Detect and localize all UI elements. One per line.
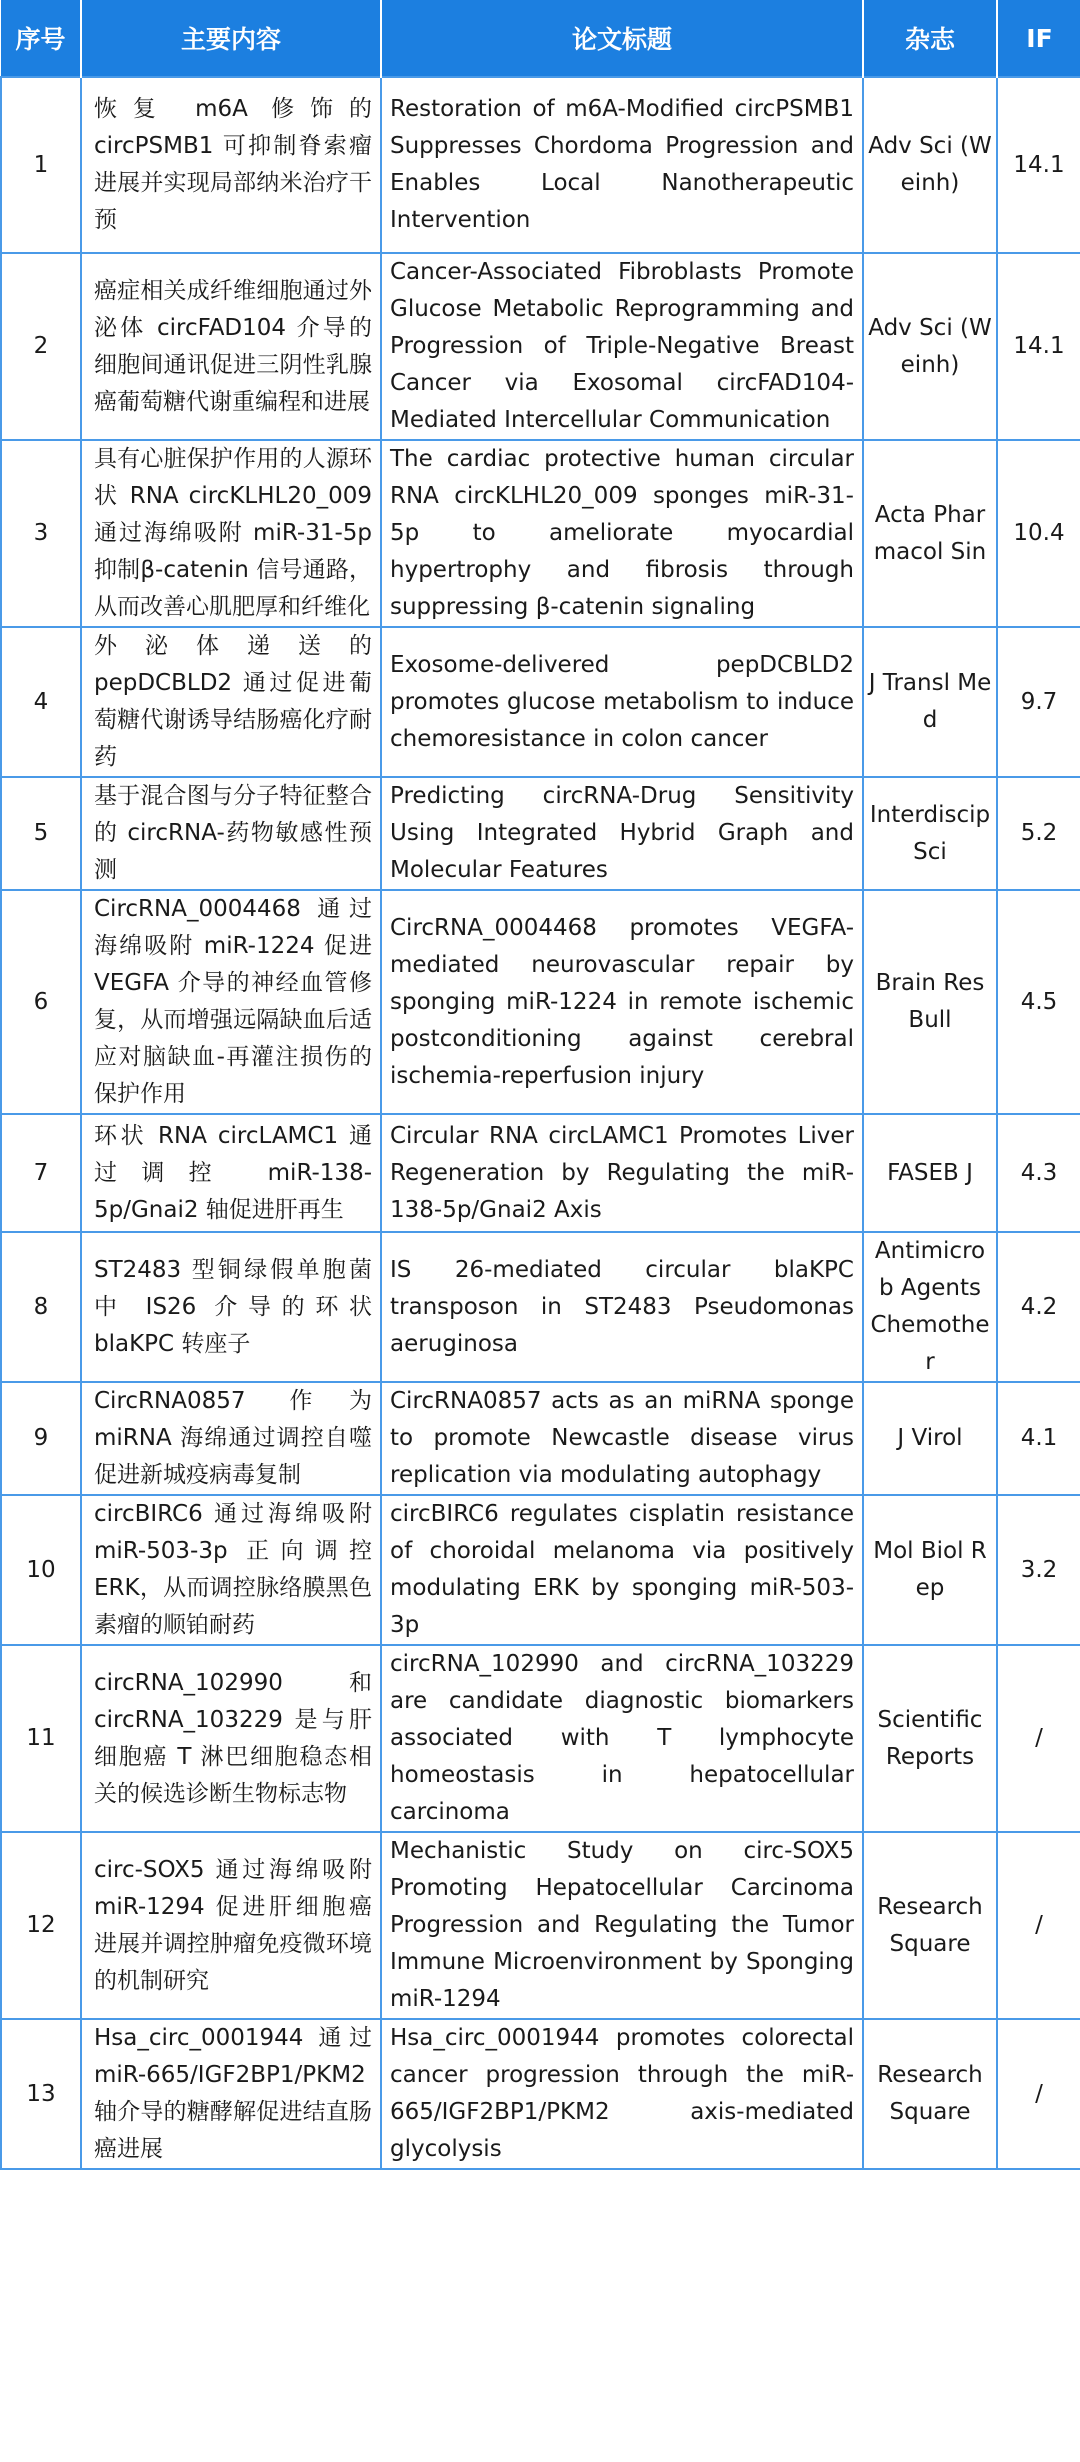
- table-row: [1, 1645, 1080, 1832]
- main-content-cell: 环状 RNA circLAMC1 通过调控 miR-138-5p/Gnai2 轴促进肝再生: [81, 1114, 381, 1232]
- row-number: 9: [1, 1382, 81, 1495]
- table-row: [1, 777, 1080, 890]
- paper-title-cell: Hsa_circ_0001944 promotes colorectal cancer progression through the miR-665/IGF2BP1/PKM2 axis-mediated glycolysis: [381, 2019, 863, 2169]
- main-content-cell: CircRNA_0004468 通过海绵吸附 miR-1224 促进 VEGFA 介导的神经血管修复，从而增强远隔缺血后适应对脑缺血-再灌注损伤的保护作用: [81, 890, 381, 1114]
- main-content-cell: ST2483 型铜绿假单胞菌中 IS26 介导的环状 blaKPC 转座子: [81, 1232, 381, 1382]
- journal-cell: Scientific Reports: [863, 1645, 997, 1832]
- row-number: 2: [1, 253, 81, 440]
- paper-title-cell: Circular RNA circLAMC1 Promotes Liver Regeneration by Regulating the miR-138-5p/Gnai2 Axis: [381, 1114, 863, 1232]
- row-number: 7: [1, 1114, 81, 1232]
- table-row: [1, 1832, 1080, 2019]
- paper-title-cell: The cardiac protective human circular RNA circKLHL20_009 sponges miR-31-5p to ameliorate myocardial hypertrophy and fibrosis through suppressing β-catenin signaling: [381, 440, 863, 627]
- journal-cell: Brain Res Bull: [863, 890, 997, 1114]
- journal-cell: Adv Sci (Weinh): [863, 77, 997, 253]
- impact-factor-cell: /: [997, 1832, 1080, 2019]
- impact-factor-cell: 9.7: [997, 627, 1080, 777]
- main-content-cell: 恢复 m6A 修饰的 circPSMB1 可抑制脊索瘤进展并实现局部纳米治疗干预: [81, 77, 381, 253]
- table-row: [1, 1382, 1080, 1495]
- table-row: [1, 1232, 1080, 1382]
- header-journal: 杂志: [863, 0, 997, 77]
- header-no: 序号: [1, 0, 81, 77]
- main-content-cell: 癌症相关成纤维细胞通过外泌体 circFAD104 介导的细胞间通讯促进三阴性乳腺癌葡萄糖代谢重编程和进展: [81, 253, 381, 440]
- table-row: [1, 627, 1080, 777]
- paper-title-cell: IS 26-mediated circular blaKPC transposon in ST2483 Pseudomonas aeruginosa: [381, 1232, 863, 1382]
- journal-cell: J Virol: [863, 1382, 997, 1495]
- journal-cell: Adv Sci (Weinh): [863, 253, 997, 440]
- impact-factor-cell: 4.3: [997, 1114, 1080, 1232]
- table-row: [1, 890, 1080, 1114]
- main-content-cell: circ-SOX5 通过海绵吸附 miR-1294 促进肝细胞癌进展并调控肿瘤免疫微环境的机制研究: [81, 1832, 381, 2019]
- main-content-cell: 基于混合图与分子特征整合的 circRNA-药物敏感性预测: [81, 777, 381, 890]
- table-row: [1, 2019, 1080, 2169]
- header-if: IF: [997, 0, 1080, 77]
- table-row: [1, 440, 1080, 627]
- row-number: 11: [1, 1645, 81, 1832]
- impact-factor-cell: 4.1: [997, 1382, 1080, 1495]
- main-content-cell: circRNA_102990 和 circRNA_103229 是与肝细胞癌 T 淋巴细胞稳态相关的候选诊断生物标志物: [81, 1645, 381, 1832]
- row-number: 1: [1, 77, 81, 253]
- header-title: 论文标题: [381, 0, 863, 77]
- table-row: [1, 253, 1080, 440]
- main-content-cell: Hsa_circ_0001944 通过 miR-665/IGF2BP1/PKM2 轴介导的糖酵解促进结直肠癌进展: [81, 2019, 381, 2169]
- row-number: 3: [1, 440, 81, 627]
- impact-factor-cell: /: [997, 1645, 1080, 1832]
- main-content-cell: circBIRC6 通过海绵吸附 miR-503-3p 正向调控 ERK，从而调控脉络膜黑色素瘤的顺铂耐药: [81, 1495, 381, 1645]
- header-content: 主要内容: [81, 0, 381, 77]
- journal-cell: Research Square: [863, 2019, 997, 2169]
- row-number: 6: [1, 890, 81, 1114]
- table-row: [1, 1114, 1080, 1232]
- row-number: 4: [1, 627, 81, 777]
- impact-factor-cell: 5.2: [997, 777, 1080, 890]
- impact-factor-cell: 4.2: [997, 1232, 1080, 1382]
- table-header: [1, 0, 1080, 77]
- journal-cell: Acta Pharmacol Sin: [863, 440, 997, 627]
- table-row: [1, 1495, 1080, 1645]
- journal-cell: Antimicrob Agents Chemother: [863, 1232, 997, 1382]
- table-body: [1, 77, 1080, 2169]
- row-number: 8: [1, 1232, 81, 1382]
- main-content-cell: CircRNA0857 作为 miRNA 海绵通过调控自噬促进新城疫病毒复制: [81, 1382, 381, 1495]
- impact-factor-cell: 14.1: [997, 77, 1080, 253]
- paper-title-cell: Predicting circRNA-Drug Sensitivity Using Integrated Hybrid Graph and Molecular Features: [381, 777, 863, 890]
- row-number: 5: [1, 777, 81, 890]
- table-row: [1, 77, 1080, 253]
- paper-title-cell: Cancer-Associated Fibroblasts Promote Glucose Metabolic Reprogramming and Progression of Triple-Negative Breast Cancer via Exosomal circFAD104-Mediated Intercellular Communication: [381, 253, 863, 440]
- paper-title-cell: Restoration of m6A-Modified circPSMB1 Suppresses Chordoma Progression and Enables Local Nanotherapeutic Intervention: [381, 77, 863, 253]
- paper-title-cell: Exosome-delivered pepDCBLD2 promotes glucose metabolism to induce chemoresistance in colon cancer: [381, 627, 863, 777]
- paper-title-cell: circBIRC6 regulates cisplatin resistance of choroidal melanoma via positively modulating ERK by sponging miR-503-3p: [381, 1495, 863, 1645]
- journal-cell: FASEB J: [863, 1114, 997, 1232]
- row-number: 10: [1, 1495, 81, 1645]
- paper-title-cell: CircRNA_0004468 promotes VEGFA-mediated neurovascular repair by sponging miR-1224 in remote ischemic postconditioning against cerebral ischemia-reperfusion injury: [381, 890, 863, 1114]
- header-row: [1, 0, 1080, 77]
- main-content-cell: 外泌体递送的 pepDCBLD2 通过促进葡萄糖代谢诱导结肠癌化疗耐药: [81, 627, 381, 777]
- paper-title-cell: circRNA_102990 and circRNA_103229 are candidate diagnostic biomarkers associated with T lymphocyte homeostasis in hepatocellular carcinoma: [381, 1645, 863, 1832]
- row-number: 13: [1, 2019, 81, 2169]
- impact-factor-cell: 3.2: [997, 1495, 1080, 1645]
- journal-cell: Mol Biol Rep: [863, 1495, 997, 1645]
- paper-title-cell: Mechanistic Study on circ-SOX5 Promoting Hepatocellular Carcinoma Progression and Regulating the Tumor Immune Microenvironment by Sponging miR-1294: [381, 1832, 863, 2019]
- impact-factor-cell: /: [997, 2019, 1080, 2169]
- impact-factor-cell: 14.1: [997, 253, 1080, 440]
- journal-cell: Research Square: [863, 1832, 997, 2019]
- impact-factor-cell: 10.4: [997, 440, 1080, 627]
- journal-cell: J Transl Med: [863, 627, 997, 777]
- row-number: 12: [1, 1832, 81, 2019]
- paper-title-cell: CircRNA0857 acts as an miRNA sponge to promote Newcastle disease virus replication via modulating autophagy: [381, 1382, 863, 1495]
- journal-cell: Interdiscip Sci: [863, 777, 997, 890]
- impact-factor-cell: 4.5: [997, 890, 1080, 1114]
- main-content-cell: 具有心脏保护作用的人源环状 RNA circKLHL20_009 通过海绵吸附 miR-31-5p 抑制β-catenin 信号通路，从而改善心肌肥厚和纤维化: [81, 440, 381, 627]
